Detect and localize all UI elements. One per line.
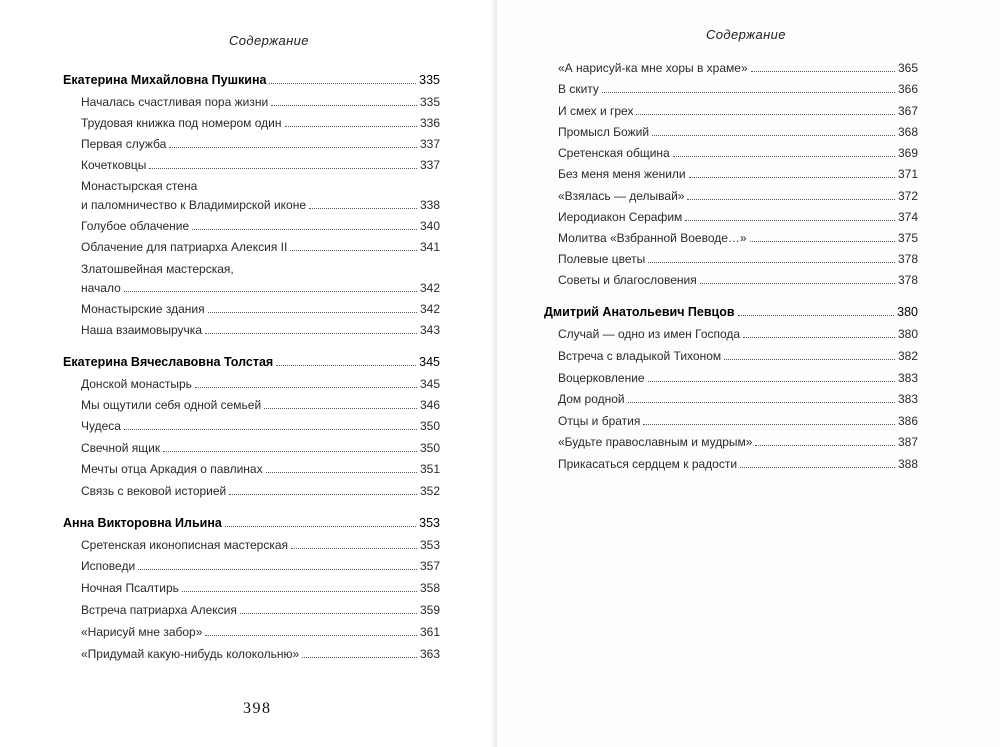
toc-title: Воцерковление [558, 371, 645, 385]
toc-page-number: 350 [419, 441, 440, 455]
toc-title: Случай — одно из имен Господа [558, 327, 741, 341]
toc-page-number: 388 [897, 457, 918, 471]
toc-title: Кочетковцы [81, 158, 147, 172]
toc-page-number: 335 [419, 95, 440, 109]
toc-entry[interactable] [81, 158, 440, 172]
dot-leader [689, 177, 895, 178]
dot-leader [124, 429, 417, 430]
dot-leader [685, 220, 895, 221]
toc-entry[interactable] [558, 146, 918, 160]
running-head: Содержание [229, 33, 309, 48]
toc-page-number: 353 [419, 538, 440, 552]
dot-leader [628, 402, 895, 403]
toc-entry[interactable] [558, 435, 918, 449]
dot-leader [205, 635, 417, 636]
left-page [0, 0, 497, 747]
toc-entry[interactable] [81, 137, 440, 151]
toc-page-number: 382 [897, 349, 918, 363]
dot-leader [208, 312, 417, 313]
toc-title: Дом родной [558, 392, 625, 406]
toc-page-number: 366 [897, 82, 918, 96]
toc-page-number: 336 [419, 116, 440, 130]
dot-leader [276, 365, 416, 366]
toc-title-line1[interactable]: Монастырская стена [81, 179, 198, 193]
dot-leader [648, 381, 895, 382]
dot-leader [290, 250, 417, 251]
toc-entry[interactable] [558, 349, 918, 363]
page-number: 398 [243, 700, 272, 717]
toc-page-number: 361 [419, 625, 440, 639]
dot-leader [750, 241, 895, 242]
dot-leader [124, 291, 417, 292]
dot-leader [302, 657, 417, 658]
toc-entry[interactable] [558, 273, 918, 287]
toc-page-number: 374 [897, 210, 918, 224]
dot-leader [648, 262, 895, 263]
toc-title-line1[interactable]: Златошвейная мастерская, [81, 262, 234, 276]
dot-leader [755, 445, 895, 446]
dot-leader [266, 472, 417, 473]
dot-leader [169, 147, 417, 148]
toc-entry[interactable] [81, 441, 440, 455]
toc-page-number: 353 [419, 516, 440, 530]
dot-leader [229, 494, 417, 495]
toc-title: Трудовая книжка под номером один [81, 116, 282, 130]
toc-section-heading[interactable] [63, 516, 440, 530]
dot-leader [291, 548, 417, 549]
toc-title: В скиту [558, 82, 599, 96]
toc-title: Полевые цветы [558, 252, 646, 266]
toc-entry[interactable] [81, 484, 440, 498]
toc-page-number: 372 [897, 189, 918, 203]
toc-entry[interactable] [81, 240, 440, 254]
dot-leader [743, 337, 895, 338]
toc-entry[interactable] [558, 189, 918, 203]
toc-page-number: 338 [419, 198, 440, 212]
dot-leader [673, 156, 895, 157]
toc-title: Голубое облачение [81, 219, 190, 233]
toc-entry[interactable] [81, 219, 440, 233]
toc-section-heading[interactable] [63, 73, 440, 87]
toc-title: Встреча патриарха Алексия [81, 603, 237, 617]
running-head: Содержание [706, 27, 786, 42]
toc-entry[interactable] [558, 82, 918, 96]
toc-entry[interactable] [81, 647, 440, 661]
toc-title: Иеродиакон Серафим [558, 210, 683, 224]
toc-section-heading[interactable] [544, 305, 918, 319]
toc-entry[interactable] [558, 104, 918, 118]
toc-entry[interactable] [558, 371, 918, 385]
toc-page-number: 369 [897, 146, 918, 160]
toc-title: Встреча с владыкой Тихоном [558, 349, 722, 363]
toc-entry[interactable] [81, 559, 440, 573]
toc-page-number: 367 [897, 104, 918, 118]
dot-leader [269, 83, 416, 84]
toc-title: Анна Викторовна Ильина [63, 516, 222, 530]
dot-leader [149, 168, 417, 169]
toc-title: Сретенская община [558, 146, 670, 160]
toc-title: «Взялась — делывай» [558, 189, 685, 203]
toc-entry[interactable] [558, 167, 918, 181]
toc-page-number: 345 [419, 377, 440, 391]
toc-entry[interactable] [81, 377, 440, 391]
right-page [497, 0, 1000, 747]
toc-entry[interactable] [81, 95, 440, 109]
toc-page-number: 337 [419, 158, 440, 172]
toc-title: Промысл Божий [558, 125, 650, 139]
dot-leader [740, 467, 895, 468]
dot-leader [138, 569, 417, 570]
dot-leader [602, 92, 895, 93]
toc-page-number: 346 [419, 398, 440, 412]
dot-leader [225, 526, 416, 527]
toc-title: Екатерина Вячеславовна Толстая [63, 355, 274, 369]
toc-title: Исповеди [81, 559, 136, 573]
toc-page-number: 359 [419, 603, 440, 617]
dot-leader [195, 387, 417, 388]
dot-leader [192, 229, 417, 230]
dot-leader [643, 424, 895, 425]
toc-title: Свечной ящик [81, 441, 161, 455]
toc-title: «Будьте православным и мудрым» [558, 435, 753, 449]
toc-title: «Нарисуй мне забор» [81, 625, 203, 639]
toc-page-number: 375 [897, 231, 918, 245]
toc-entry[interactable] [81, 198, 440, 212]
toc-page-number: 380 [897, 327, 918, 341]
dot-leader [285, 126, 417, 127]
dot-leader [240, 613, 417, 614]
toc-title: Молитва «Взбранной Воеводе…» [558, 231, 747, 245]
toc-entry[interactable] [81, 625, 440, 639]
dot-leader [652, 135, 895, 136]
toc-entry[interactable] [81, 603, 440, 617]
toc-page-number: 363 [419, 647, 440, 661]
toc-page-number: 341 [419, 240, 440, 254]
toc-title: Чудеса [81, 419, 121, 433]
toc-entry[interactable] [558, 61, 918, 75]
toc-title: Монастырские здания [81, 302, 205, 316]
toc-title: Облачение для патриарха Алексия II [81, 240, 288, 254]
toc-entry[interactable] [558, 125, 918, 139]
dot-leader [700, 283, 895, 284]
toc-title: И смех и грех [558, 104, 634, 118]
toc-page-number: 340 [419, 219, 440, 233]
toc-page-number: 343 [419, 323, 440, 337]
toc-title: Сретенская иконописная мастерская [81, 538, 289, 552]
toc-page-number: 368 [897, 125, 918, 139]
toc-entry[interactable] [558, 457, 918, 471]
dot-leader [751, 71, 895, 72]
toc-page-number: 357 [419, 559, 440, 573]
toc-page-number: 342 [419, 281, 440, 295]
toc-title: Связь с вековой историей [81, 484, 227, 498]
toc-entry[interactable] [558, 327, 918, 341]
toc-page-number: 380 [897, 305, 918, 319]
toc-page-number: 378 [897, 252, 918, 266]
toc-title: Екатерина Михайловна Пушкина [63, 73, 267, 87]
toc-entry[interactable] [558, 210, 918, 224]
toc-entry[interactable] [81, 302, 440, 316]
toc-page-number: 337 [419, 137, 440, 151]
toc-title: Донской монастырь [81, 377, 192, 391]
toc-title: Началась счастливая пора жизни [81, 95, 269, 109]
toc-page-number: 358 [419, 581, 440, 595]
toc-title-line2: начало [81, 281, 121, 295]
toc-title: «А нарисуй-ка мне хоры в храме» [558, 61, 748, 75]
toc-title: Мы ощутили себя одной семьей [81, 398, 262, 412]
toc-title: Дмитрий Анатольевич Певцов [544, 305, 735, 319]
toc-title: Прикасаться сердцем к радости [558, 457, 738, 471]
toc-entry[interactable] [81, 419, 440, 433]
toc-page-number: 350 [419, 419, 440, 433]
toc-title: Мечты отца Аркадия о павлинах [81, 462, 263, 476]
toc-section-heading[interactable] [63, 355, 440, 369]
toc-entry[interactable] [81, 581, 440, 595]
toc-page-number: 383 [897, 392, 918, 406]
dot-leader [724, 359, 895, 360]
toc-entry[interactable] [558, 392, 918, 406]
toc-page-number: 342 [419, 302, 440, 316]
toc-page-number: 371 [897, 167, 918, 181]
dot-leader [264, 408, 417, 409]
toc-title: Наша взаимовыручка [81, 323, 202, 337]
toc-entry[interactable] [81, 538, 440, 552]
toc-page-number: 386 [897, 414, 918, 428]
dot-leader [309, 208, 417, 209]
toc-entry[interactable] [558, 252, 918, 266]
dot-leader [636, 114, 895, 115]
toc-entry[interactable] [558, 414, 918, 428]
toc-page-number: 351 [419, 462, 440, 476]
toc-title: «Придумай какую-нибудь колокольню» [81, 647, 300, 661]
toc-page-number: 387 [897, 435, 918, 449]
dot-leader [182, 591, 417, 592]
toc-page-number: 352 [419, 484, 440, 498]
toc-entry[interactable] [81, 116, 440, 130]
toc-title: Без меня меня женили [558, 167, 686, 181]
dot-leader [687, 199, 895, 200]
toc-page-number: 335 [419, 73, 440, 87]
toc-entry[interactable] [81, 462, 440, 476]
toc-title: Первая служба [81, 137, 167, 151]
toc-entry[interactable] [81, 281, 440, 295]
dot-leader [271, 105, 417, 106]
toc-entry[interactable] [81, 398, 440, 412]
dot-leader [205, 333, 417, 334]
toc-page-number: 378 [897, 273, 918, 287]
dot-leader [163, 451, 417, 452]
toc-entry[interactable] [81, 323, 440, 337]
toc-title-line2: и паломничество к Владимирской иконе [81, 198, 307, 212]
toc-title: Отцы и братия [558, 414, 641, 428]
toc-entry[interactable] [558, 231, 918, 245]
toc-title: Ночная Псалтирь [81, 581, 179, 595]
toc-title: Советы и благословения [558, 273, 697, 287]
dot-leader [738, 315, 895, 316]
toc-page-number: 365 [897, 61, 918, 75]
toc-page-number: 383 [897, 371, 918, 385]
toc-page-number: 345 [419, 355, 440, 369]
